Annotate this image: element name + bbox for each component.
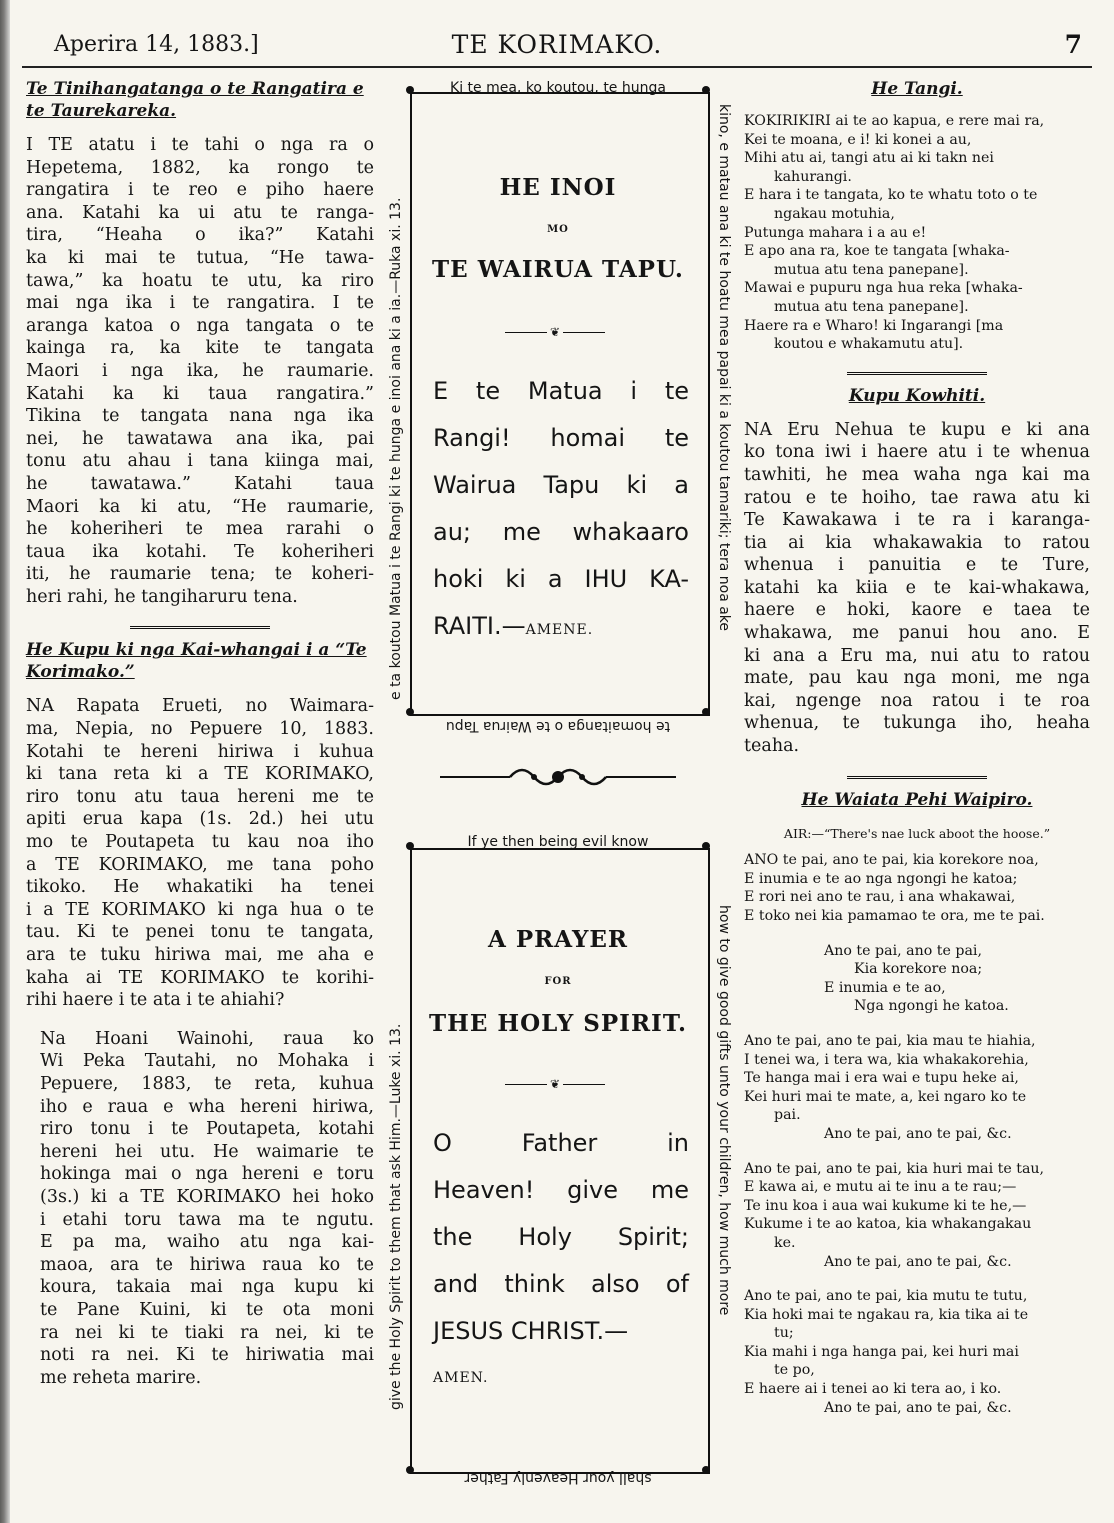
article-title-waiata: He Waiata Pehi Waipiro. — [801, 789, 1033, 810]
text-line: te Pane Kuini, ki te ota moni — [40, 1299, 374, 1320]
text-line: mo te Poutapeta tu kau noa iho — [26, 832, 374, 853]
text-line: I TE atatu i te tahi o nga ra o — [26, 135, 374, 155]
poem-line: E inumia e te ao, — [824, 979, 946, 996]
poem-line: Putunga mahara i a au e! — [744, 224, 927, 241]
text-line: NA Eru Nehua te kupu e ki ana — [744, 419, 1090, 440]
poem-line: Mawai e pupuru nga hua reka [whaka- — [744, 280, 1023, 297]
poem-line: Ano te pai, ano te pai, kia huri mai te tau, — [744, 1160, 1045, 1177]
ornamental-rule: ❦ — [505, 1078, 605, 1090]
text-line: me reheta marire. — [40, 1367, 202, 1388]
text-line: tau. Ki te penei tonu te tangata, — [26, 922, 374, 943]
text-line: Maori i nga ika, he raumarie. — [26, 360, 374, 381]
poem-line: I tenei wa, i tera wa, kia whakakorehia, — [744, 1051, 1029, 1068]
maori-title-line3: TE WAIRUA TAPU. — [432, 256, 684, 283]
amen-text: AMENE. — [525, 622, 594, 638]
maori-title-line2: MO — [547, 224, 569, 235]
text-line: i etahi toru tawa ma te ngutu. — [40, 1209, 374, 1230]
corner-dot — [406, 708, 414, 716]
poem-line: E haere ai i tenei ao ki tera ao, i ko. — [744, 1381, 1002, 1398]
text-line: ko tona iwi i haere atu i te whenua — [744, 442, 1090, 463]
poem-line: Nga ngongi he katoa. — [854, 998, 1009, 1015]
poem-line: ngakau motuhia, — [774, 205, 895, 222]
amen-text: AMEN. — [433, 1370, 489, 1386]
prayer-line: hoki ki a IHU KA- — [433, 565, 689, 593]
text-line: NA Rapata Erueti, no Waimara- — [26, 696, 374, 717]
text-line: ara te tuku hiriwa mai, me aha e — [26, 945, 374, 965]
text-line: tia ai kia whakawakia to ratou — [744, 532, 1090, 553]
article-title-tinihangatanga: Te Tinihangatanga o te Rangatira e te Taurekareka. — [26, 79, 364, 121]
text-line: Te Kawakawa i te ra i karanga- — [744, 510, 1090, 531]
english-caption-bottom: shall your Heavenly Father — [464, 1470, 652, 1486]
text-line: ki ana a Eru ma, nui atu to ratou — [744, 645, 1090, 666]
text-line: ma, Nepia, no Pepuere 10, 1883. — [26, 719, 374, 740]
text-line: Katahi ka ki taua rangatira.” — [26, 383, 374, 404]
left-column — [26, 74, 374, 1389]
text-line: Tikina te tangata nana nga ika — [26, 406, 374, 427]
corner-dot — [406, 1466, 414, 1474]
tangi-poem — [744, 112, 1090, 354]
poem-line: tu; — [774, 1325, 794, 1342]
issue-date: Aperira 14, 1883.] — [54, 32, 259, 57]
prayer-line: Rangi! homai te — [433, 424, 689, 452]
poem-line: pai. — [774, 1107, 801, 1124]
poem-line: Kukume i te ao katoa, kia whakangakau — [744, 1216, 1032, 1233]
text-line: nei, he tawatawa ana ika, pai — [26, 428, 374, 449]
text-line: hokinga mai o nga hereni e toru — [40, 1164, 374, 1185]
english-caption-top: If ye then being evil know — [467, 834, 649, 850]
text-line: Wi Peka Tautahi, no Mohaka i — [40, 1051, 374, 1072]
english-title-line2: FOR — [544, 976, 572, 987]
text-line: riro tonu atu taua hereni me te — [26, 786, 374, 807]
english-caption-right: how to give good gifts unto your children, how much more — [716, 905, 732, 1316]
text-line: tawhiti, he mea waha nga kai ma — [744, 464, 1090, 485]
poem-line: Kia mahi i nga hanga pai, kei huri mai — [744, 1343, 1019, 1360]
text-line: E pa ma, waiho atu nga kai- — [40, 1232, 374, 1253]
text-line: tawa,” ka hoatu te utu, ka riro — [26, 270, 374, 291]
text-line: koura, takaia mai nga kupu ki — [40, 1277, 374, 1298]
text-line: taua ika kotahi. Te koheriheri — [26, 541, 374, 562]
prayer-line: Wairua Tapu ki a — [433, 471, 689, 499]
prayer-line: JESUS CHRIST.— — [433, 1317, 629, 1345]
prayer-line: E te Matua i te — [433, 377, 689, 405]
text-line: ratou e te hoiho, tae rawa atu ki — [744, 487, 1090, 508]
waiata-verse-4 — [744, 1287, 1090, 1399]
poem-line: Haere ra e Wharo! ki Ingarangi [ma — [744, 317, 1004, 334]
poem-line: Te hanga mai i era wai e tupu heke ai, — [744, 1070, 1019, 1087]
poem-line: E hara i te tangata, ko te whatu toto o te — [744, 187, 1038, 204]
english-title-line1: A PRAYER — [487, 926, 629, 953]
text-line: riro tonu i te Poutapeta, kotahi — [40, 1119, 374, 1140]
corner-dot — [702, 1466, 710, 1474]
maori-caption-bottom: te homaitanga o te Wairua Tapu — [445, 718, 671, 734]
text-line: he tawatawa.” Katahi taua — [26, 473, 374, 494]
text-line: i a TE KORIMAKO ki nga hua o te — [26, 899, 374, 920]
article-body-para1 — [26, 695, 374, 1011]
prayer-line: RAITI.—AMENE. — [433, 612, 594, 640]
text-line: kai, ngenge noa ratou i te roa — [744, 690, 1090, 711]
poem-line: Ano te pai, ano te pai, — [824, 942, 982, 959]
text-line: haere e hoki, kaore e taea te — [744, 600, 1090, 621]
text-line: iti, he raumarie tena; te koheri- — [26, 564, 374, 585]
poem-line: E kawa ai, e mutu ai te inu a te rau;— — [744, 1179, 1017, 1196]
text-line: mate, pau kau nga moni, me nga — [744, 668, 1090, 689]
text-line: ana. Katahi ka ui atu te ranga- — [26, 202, 374, 223]
poem-line: Kei huri mai te mate, a, kei ngaro ko te — [744, 1088, 1027, 1105]
waiata-verse-2 — [744, 1032, 1090, 1125]
text-line: tikoko. He whakatiki ha tenei — [26, 877, 374, 898]
text-line: rangatira i te reo e piho haere — [26, 180, 374, 201]
poem-line: te po, — [774, 1362, 815, 1379]
maori-caption-top: Ki te mea, ko koutou, te hunga — [450, 80, 666, 96]
maori-title-line1: HE INOI — [499, 174, 617, 201]
waiata-refrain: Ano te pai, ano te pai, &c. — [824, 1125, 1012, 1142]
text-line: Maori ka ki atu, “He raumarie, — [26, 496, 374, 517]
text-line: rihi haere i te ata i te ahiahi? — [26, 990, 285, 1011]
text-line: mai nga ika i te rangatira. I te — [26, 293, 374, 314]
section-divider — [847, 776, 987, 779]
waiata-refrain: Ano te pai, ano te pai, &c. — [824, 1253, 1012, 1270]
poem-line: mutua atu tena panepane]. — [774, 261, 969, 278]
prayer-line: au; me whakaaro — [433, 518, 689, 546]
page-header — [22, 26, 1092, 68]
poem-line: E inumia e te ao nga ngongi he katoa; — [744, 870, 1018, 887]
poem-line: koutou e whakamutu atu]. — [774, 336, 964, 353]
text-line: ki tana reta ki a TE KORIMAKO, — [26, 764, 374, 785]
poem-line: mutua atu tena panepane]. — [774, 298, 969, 315]
text-line: whenua, te tukunga iho, heaha — [744, 713, 1090, 734]
text-line: Pepuere, 1883, te reta, kuhua — [40, 1073, 374, 1094]
poem-line: E rori nei ano te rau, i ana whakawai, — [744, 889, 1016, 906]
text-line: hereni hei utu. He waimarie te — [40, 1141, 374, 1162]
text-line: Na Hoani Wainohi, raua ko — [40, 1028, 374, 1049]
text-line: aranga katoa o nga tangata o te — [26, 315, 374, 336]
text-line: katahi ka kiia e te kai-whakawa, — [744, 577, 1090, 598]
page-number: 7 — [1064, 30, 1082, 59]
english-prayer-body — [433, 1120, 689, 1402]
text-line: Hepetema, 1882, ka rongo te — [26, 157, 374, 178]
prayer-line: the Holy Spirit; — [433, 1223, 689, 1251]
text-line: apiti erua kapa (1s. 2d.) hei utu — [26, 809, 374, 830]
poem-line: Te inu koa i aua wai kukume ki te he,— — [744, 1197, 1027, 1214]
text-line: whenua i panuitia e te Ture, — [744, 555, 1090, 576]
maori-caption-right: kino, e matau ana ki te hoatu mea papai ki a koutou tamariki; tera noa ake — [716, 104, 732, 632]
poem-line: Kia korekore noa; — [854, 961, 983, 978]
text-line: (3s.) ki a TE KORIMAKO hei hoko — [40, 1186, 374, 1207]
article-title-kupu-kowhiti: Kupu Kowhiti. — [848, 385, 986, 406]
text-line: kaha ai TE KORIMAKO te korihi- — [26, 967, 374, 988]
waiata-verse-3 — [744, 1160, 1090, 1253]
text-line: heri rahi, he tangiharuru tena. — [26, 586, 298, 607]
prayer-line: O Father in — [433, 1129, 689, 1157]
text-line: Kotahi te hereni hiriwa i kuhua — [26, 741, 374, 762]
text-line: he koheriheri te mea rarahi o — [26, 519, 374, 540]
waiata-chorus — [824, 942, 1090, 1016]
article-body-para2 — [26, 1028, 374, 1390]
waiata-verse-1 — [744, 851, 1090, 925]
article-title-tangi: He Tangi. — [871, 79, 963, 99]
text-line: kainga ra, ka kite te tangata — [26, 338, 374, 359]
poem-line: E toko nei kia pamamao te ora, me te pai. — [744, 908, 1045, 924]
text-line: noti ra nei. Ki te hiriwatia mai — [40, 1345, 374, 1366]
poem-line: kahurangi. — [774, 168, 852, 185]
right-column — [744, 74, 1090, 1417]
poem-line: Kei te moana, e i! ki konei a au, — [744, 131, 972, 148]
text-line: whakawa, me panui hou ano. E — [744, 623, 1090, 644]
maori-caption-left: e ta koutou Matua i te Rangi ki te hunga e inoi ana ki a ia.—Ruka xi. 13. — [388, 197, 404, 700]
kupu-kowhiti-body — [744, 419, 1090, 758]
poem-line: ke. — [774, 1234, 796, 1251]
poem-line: KOKIRIKIRI ai te ao kapua, e rere mai ra, — [744, 113, 1045, 129]
text-line: ra nei ki te tiaki ra nei, ki te — [40, 1322, 374, 1343]
text-line: maoa, ara te hiriwa raua ko te — [40, 1254, 374, 1275]
text-line: tira, “Heaha o ika?” Katahi — [26, 225, 374, 246]
poem-line: Mihi atu ai, tangi atu ai ki takn nei — [744, 150, 994, 167]
scroll-ornament — [440, 762, 676, 792]
poem-line: Kia hoki mai te ngakau ra, kia tika ai te — [744, 1306, 1029, 1323]
poem-line: Ano te pai, ano te pai, kia mutu te tutu, — [744, 1288, 1028, 1305]
text-line: ka ki mai te tutua, “He tawa- — [26, 247, 374, 268]
english-caption-left: give the Holy Spirit to them that ask Him.—Luke xi. 13. — [388, 1023, 404, 1410]
maori-prayer-body — [433, 368, 689, 654]
ornamental-rule: ❦ — [505, 326, 605, 338]
text-line: iho e raua e wha hereni hiriwa, — [40, 1096, 374, 1117]
newspaper-title: TE KORIMAKO. — [451, 30, 663, 59]
section-divider — [130, 626, 270, 629]
prayer-line: and think also of — [433, 1270, 689, 1298]
article-body-tinihangatanga — [26, 134, 374, 608]
english-title-line3: THE HOLY SPIRIT. — [429, 1010, 687, 1037]
poem-line: ANO te pai, ano te pai, kia korekore noa, — [744, 852, 1039, 869]
text-line: teaha. — [744, 736, 800, 757]
section-divider — [847, 372, 987, 375]
waiata-refrain: Ano te pai, ano te pai, &c. — [824, 1399, 1012, 1416]
poem-line: E apo ana ra, koe te tangata [whaka- — [744, 243, 1010, 260]
text-line: a TE KORIMAKO, me tana poho — [26, 854, 374, 875]
article-title-kupu-kai-whangai: He Kupu ki nga Kai-whangai i a “Te Korimako.” — [26, 640, 367, 683]
corner-dot — [702, 708, 710, 716]
binding-edge — [0, 0, 10, 1523]
prayer-line: Heaven! give me — [433, 1176, 689, 1204]
text-line: tonu atu ahau i tana kiinga mai, — [26, 451, 374, 472]
poem-line: Ano te pai, ano te pai, kia mau te hiahia, — [744, 1032, 1036, 1049]
waiata-air: AIR:—“There's nae luck aboot the hoose.” — [783, 825, 1051, 841]
